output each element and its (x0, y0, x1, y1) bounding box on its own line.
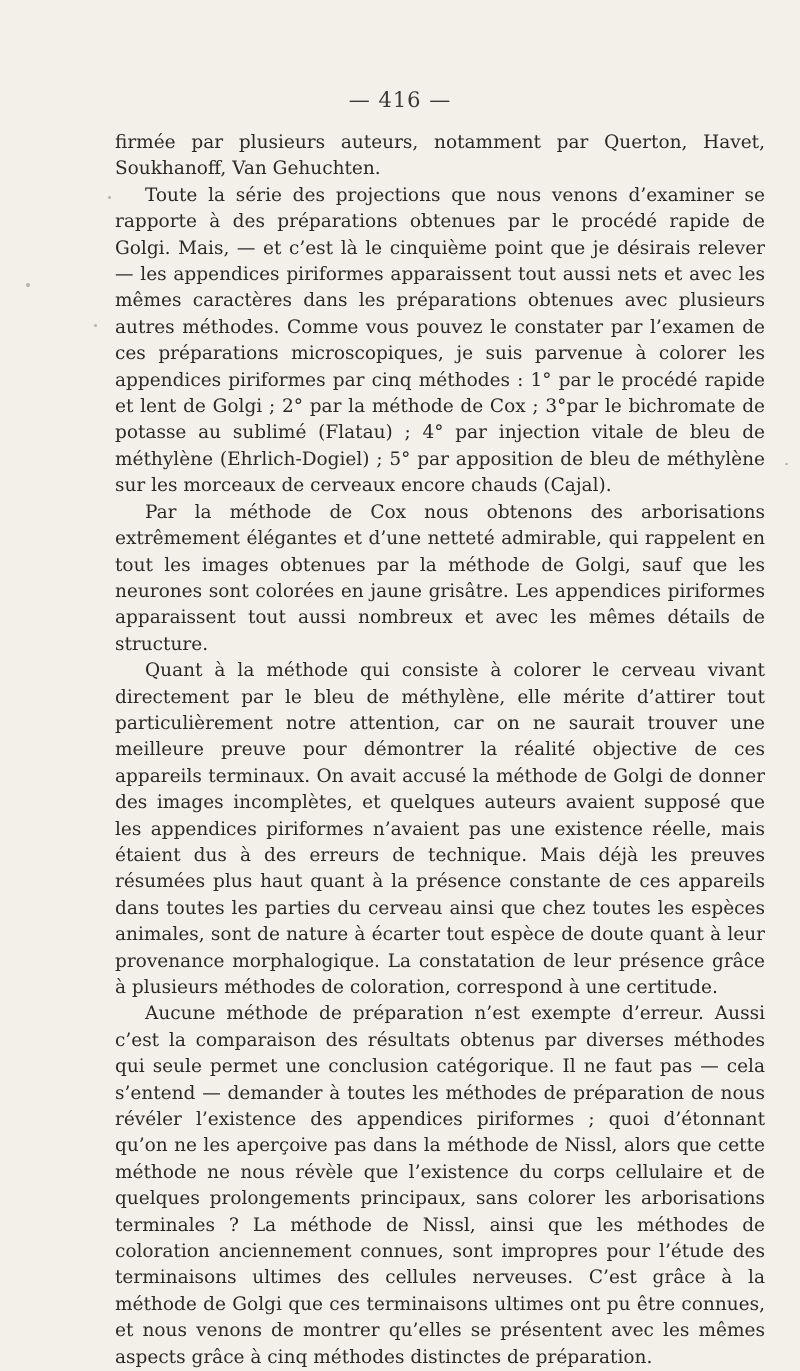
paragraph-2: Toute la série des projections que nous venons d’examiner se rapporte à des préparations obtenues par le procédé rapide de Golgi. Mais, — et c’est là le cinquième point que je désirais relever — les appendices piriformes apparaissent tout aussi nets et avec les mêmes caractères dans les préparations obtenues avec plusieurs autres méthodes. Comme vous pouvez le constater par l’examen de ces préparations microscopiques, je suis parvenue à colorer les appendices piriformes par cinq méthodes : 1° par le procédé rapide et lent de Golgi ; 2° par la méthode de Cox ; 3°par le bichromate de potasse au sublimé (Flatau) ; 4° par injection vitale de bleu de méthylène (Ehrlich-Dogiel) ; 5° par apposition de bleu de méthylène sur les morceaux de cerveaux encore chauds (Cajal). (115, 184, 765, 497)
paragraph-3: Par la méthode de Cox nous obtenons des arborisations extrêmement élégantes et d’une netteté admirable, qui rappelent en tout les images obtenues par la méthode de Golgi, sauf que les neurones sont colorées en jaune grisâtre. Les appendices piriformes apparaissent tout aussi nombreux et avec les mêmes détails de structure. (115, 501, 765, 655)
paper-speck (94, 324, 97, 327)
page-number: — 416 — (348, 88, 452, 112)
paragraph-5: Aucune méthode de préparation n’est exempte d’erreur. Aussi c’est la comparaison des résultats obtenus par diverses méthodes qui seule permet une conclusion catégorique. Il ne faut pas — cela s’entend — demander à toutes les méthodes de préparation de nous révéler l’existence des appendices piriformes ; quoi d’étonnant qu’on ne les aperçoive pas dans la méthode de Nissl, alors que cette méthode ne nous révèle que l’existence du corps cellulaire et de quelques prolongements principaux, sans colorer les arborisations terminales ? La méthode de Nissl, ainsi que les méthodes de coloration anciennement connues, sont impropres pour l’étude des terminaisons ultimes des cellules nerveuses. C’est grâce à la méthode de Golgi que ces terminaisons ultimes ont pu être connues, et nous venons de montrer qu’elles se présentent avec les mêmes aspects grâce à cinq méthodes distinctes de préparation. (115, 1003, 765, 1368)
paper-speck (26, 283, 30, 287)
paragraph-1: firmée par plusieurs auteurs, notamment par Querton, Havet, Soukhanoff, Van Gehuchten. (115, 132, 765, 180)
paragraph-4: Quant à la méthode qui consiste à colorer le cerveau vivant directement par le bleu de méthylène, elle mérite d’attirer tout particulièrement notre attention, car on ne saurait trouver une meilleure preuve pour démontrer la réalité objective de ces appareils terminaux. On avait accusé la méthode de Golgi de donner des images incomplètes, et quelques auteurs avaient supposé que les appendices piriformes n’avaient pas une existence réelle, mais étaient dus à des erreurs de technique. Mais déjà les preuves résumées plus haut quant à la présence constante de ces appareils dans toutes les parties du cerveau ainsi que chez toutes les espèces animales, sont de nature à écarter tout espèce de doute quant à leur provenance morphalogique. La constatation de leur présence grâce à plusieurs méthodes de coloration, correspond à une certitude. (115, 660, 765, 998)
paper-speck (785, 463, 788, 465)
paper-speck (108, 196, 111, 199)
body-text (115, 130, 765, 1371)
